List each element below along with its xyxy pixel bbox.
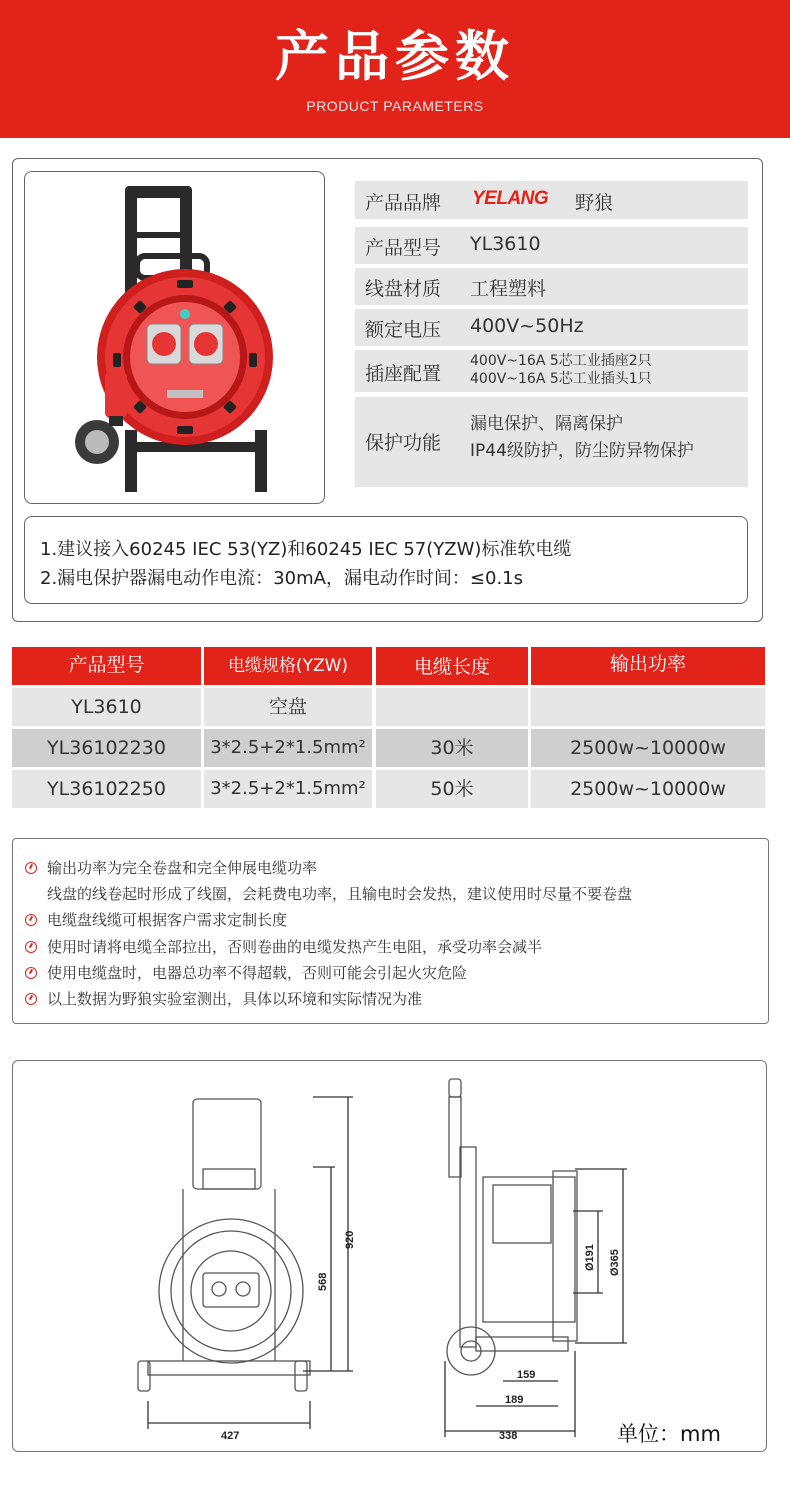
- warning-icon: [25, 941, 37, 953]
- spec-key: 额定电压: [365, 319, 442, 341]
- dim-large: 189: [505, 1394, 524, 1406]
- table-cell: 3*2.5+2*1.5mm²: [204, 729, 372, 767]
- note-line-1: 1.建议接入60245 IEC 53(YZ)和60245 IEC 57(YZW)标准软电缆: [40, 539, 572, 560]
- tip-text: 以上数据为野狼实验室测出，具体以环境和实际情况为准: [47, 990, 423, 1008]
- table-cell: 空盘: [204, 688, 372, 726]
- page-title: 产品参数: [275, 25, 515, 88]
- tip-text: 电缆盘线缆可根据客户需求定制长度: [47, 911, 288, 929]
- header-banner: [0, 0, 790, 138]
- dim-width-front: 427: [221, 1430, 240, 1442]
- table-header-cable-length: 电缆长度: [376, 647, 528, 685]
- spec-value: 400V~50Hz: [470, 315, 584, 337]
- spec-value-line-2: IP44级防护，防尘防异物保护: [470, 441, 694, 461]
- dimension-drawing: [12, 1060, 767, 1452]
- spec-key: 插座配置: [365, 363, 442, 385]
- usage-notes: [24, 516, 748, 604]
- warning-icon: [25, 993, 37, 1005]
- spec-value-line-1: 400V~16A 5芯工业插座2只: [470, 353, 652, 369]
- dim-depth: 338: [499, 1430, 518, 1442]
- table-cell: YL36102250: [12, 770, 201, 808]
- technical-drawing: [13, 1061, 768, 1453]
- spec-key: 产品品牌: [365, 192, 442, 214]
- warning-icon: [25, 914, 37, 926]
- tip-item: [25, 909, 287, 930]
- spec-value: YL3610: [470, 233, 541, 255]
- page-subtitle: PRODUCT PARAMETERS: [306, 98, 484, 114]
- table-cell: 3*2.5+2*1.5mm²: [204, 770, 372, 808]
- table-cell: YL36102230: [12, 729, 201, 767]
- tip-item: [47, 883, 632, 904]
- table-cell: 50米: [376, 770, 528, 808]
- tip-text: 线盘的线卷起时形成了线圈，会耗费电功率，且输电时会发热，建议使用时尽量不要卷盘: [47, 885, 633, 903]
- table-header-cable-spec: 电缆规格(YZW): [204, 647, 372, 685]
- table-cell: 30米: [376, 729, 528, 767]
- warning-icon: [25, 862, 37, 874]
- warning-icon: [25, 967, 37, 979]
- tip-item: [25, 857, 317, 878]
- tip-item: [25, 988, 422, 1009]
- product-photo: [24, 171, 325, 504]
- cable-reel-illustration: [25, 172, 325, 504]
- dim-height-reel: 568: [317, 1272, 329, 1291]
- table-cell: YL3610: [12, 688, 201, 726]
- spec-row-material: [355, 268, 748, 305]
- spec-row-voltage: [355, 309, 748, 346]
- dim-height-total: 920: [344, 1230, 356, 1249]
- unit-label: 单位：mm: [617, 1422, 721, 1446]
- dim-dia-outer: Ø365: [609, 1249, 621, 1276]
- spec-value: 野狼: [575, 192, 614, 214]
- spec-row-model: [355, 227, 748, 264]
- spec-value-line-2: 400V~16A 5芯工业插头1只: [470, 371, 652, 387]
- note-line-2: 2.漏电保护器漏电动作电流：30mA，漏电动作时间：≤0.1s: [40, 568, 524, 589]
- table-header-model: 产品型号: [12, 647, 201, 685]
- table-cell: [531, 688, 765, 726]
- table-cell: 2500w~10000w: [531, 729, 765, 767]
- tip-text: 使用电缆盘时，电器总功率不得超载，否则可能会引起火灾危险: [47, 964, 468, 982]
- tip-item: [25, 962, 467, 983]
- spec-row-protection: [355, 397, 748, 487]
- spec-key: 线盘材质: [365, 278, 442, 300]
- tip-text: 输出功率为完全卷盘和完全伸展电缆功率: [47, 859, 318, 877]
- tip-item: [25, 936, 542, 957]
- dim-small: 159: [517, 1369, 536, 1381]
- tips-box: [12, 838, 769, 1024]
- spec-row-brand: [355, 181, 748, 219]
- spec-value: 工程塑料: [470, 278, 547, 300]
- brand-logo: YELANG: [472, 188, 549, 209]
- spec-key: 保护功能: [365, 432, 442, 454]
- table-cell: [376, 688, 528, 726]
- tip-text: 使用时请将电缆全部拉出，否则卷曲的电缆发热产生电阻，承受功率会减半: [47, 938, 543, 956]
- table-cell: 2500w~10000w: [531, 770, 765, 808]
- spec-row-socket-config: [355, 350, 748, 392]
- spec-value-line-1: 漏电保护、隔离保护: [470, 414, 623, 434]
- table-header-output-power: 输出功率: [531, 647, 765, 685]
- spec-key: 产品型号: [365, 237, 442, 259]
- dim-dia-inner: Ø191: [584, 1244, 596, 1271]
